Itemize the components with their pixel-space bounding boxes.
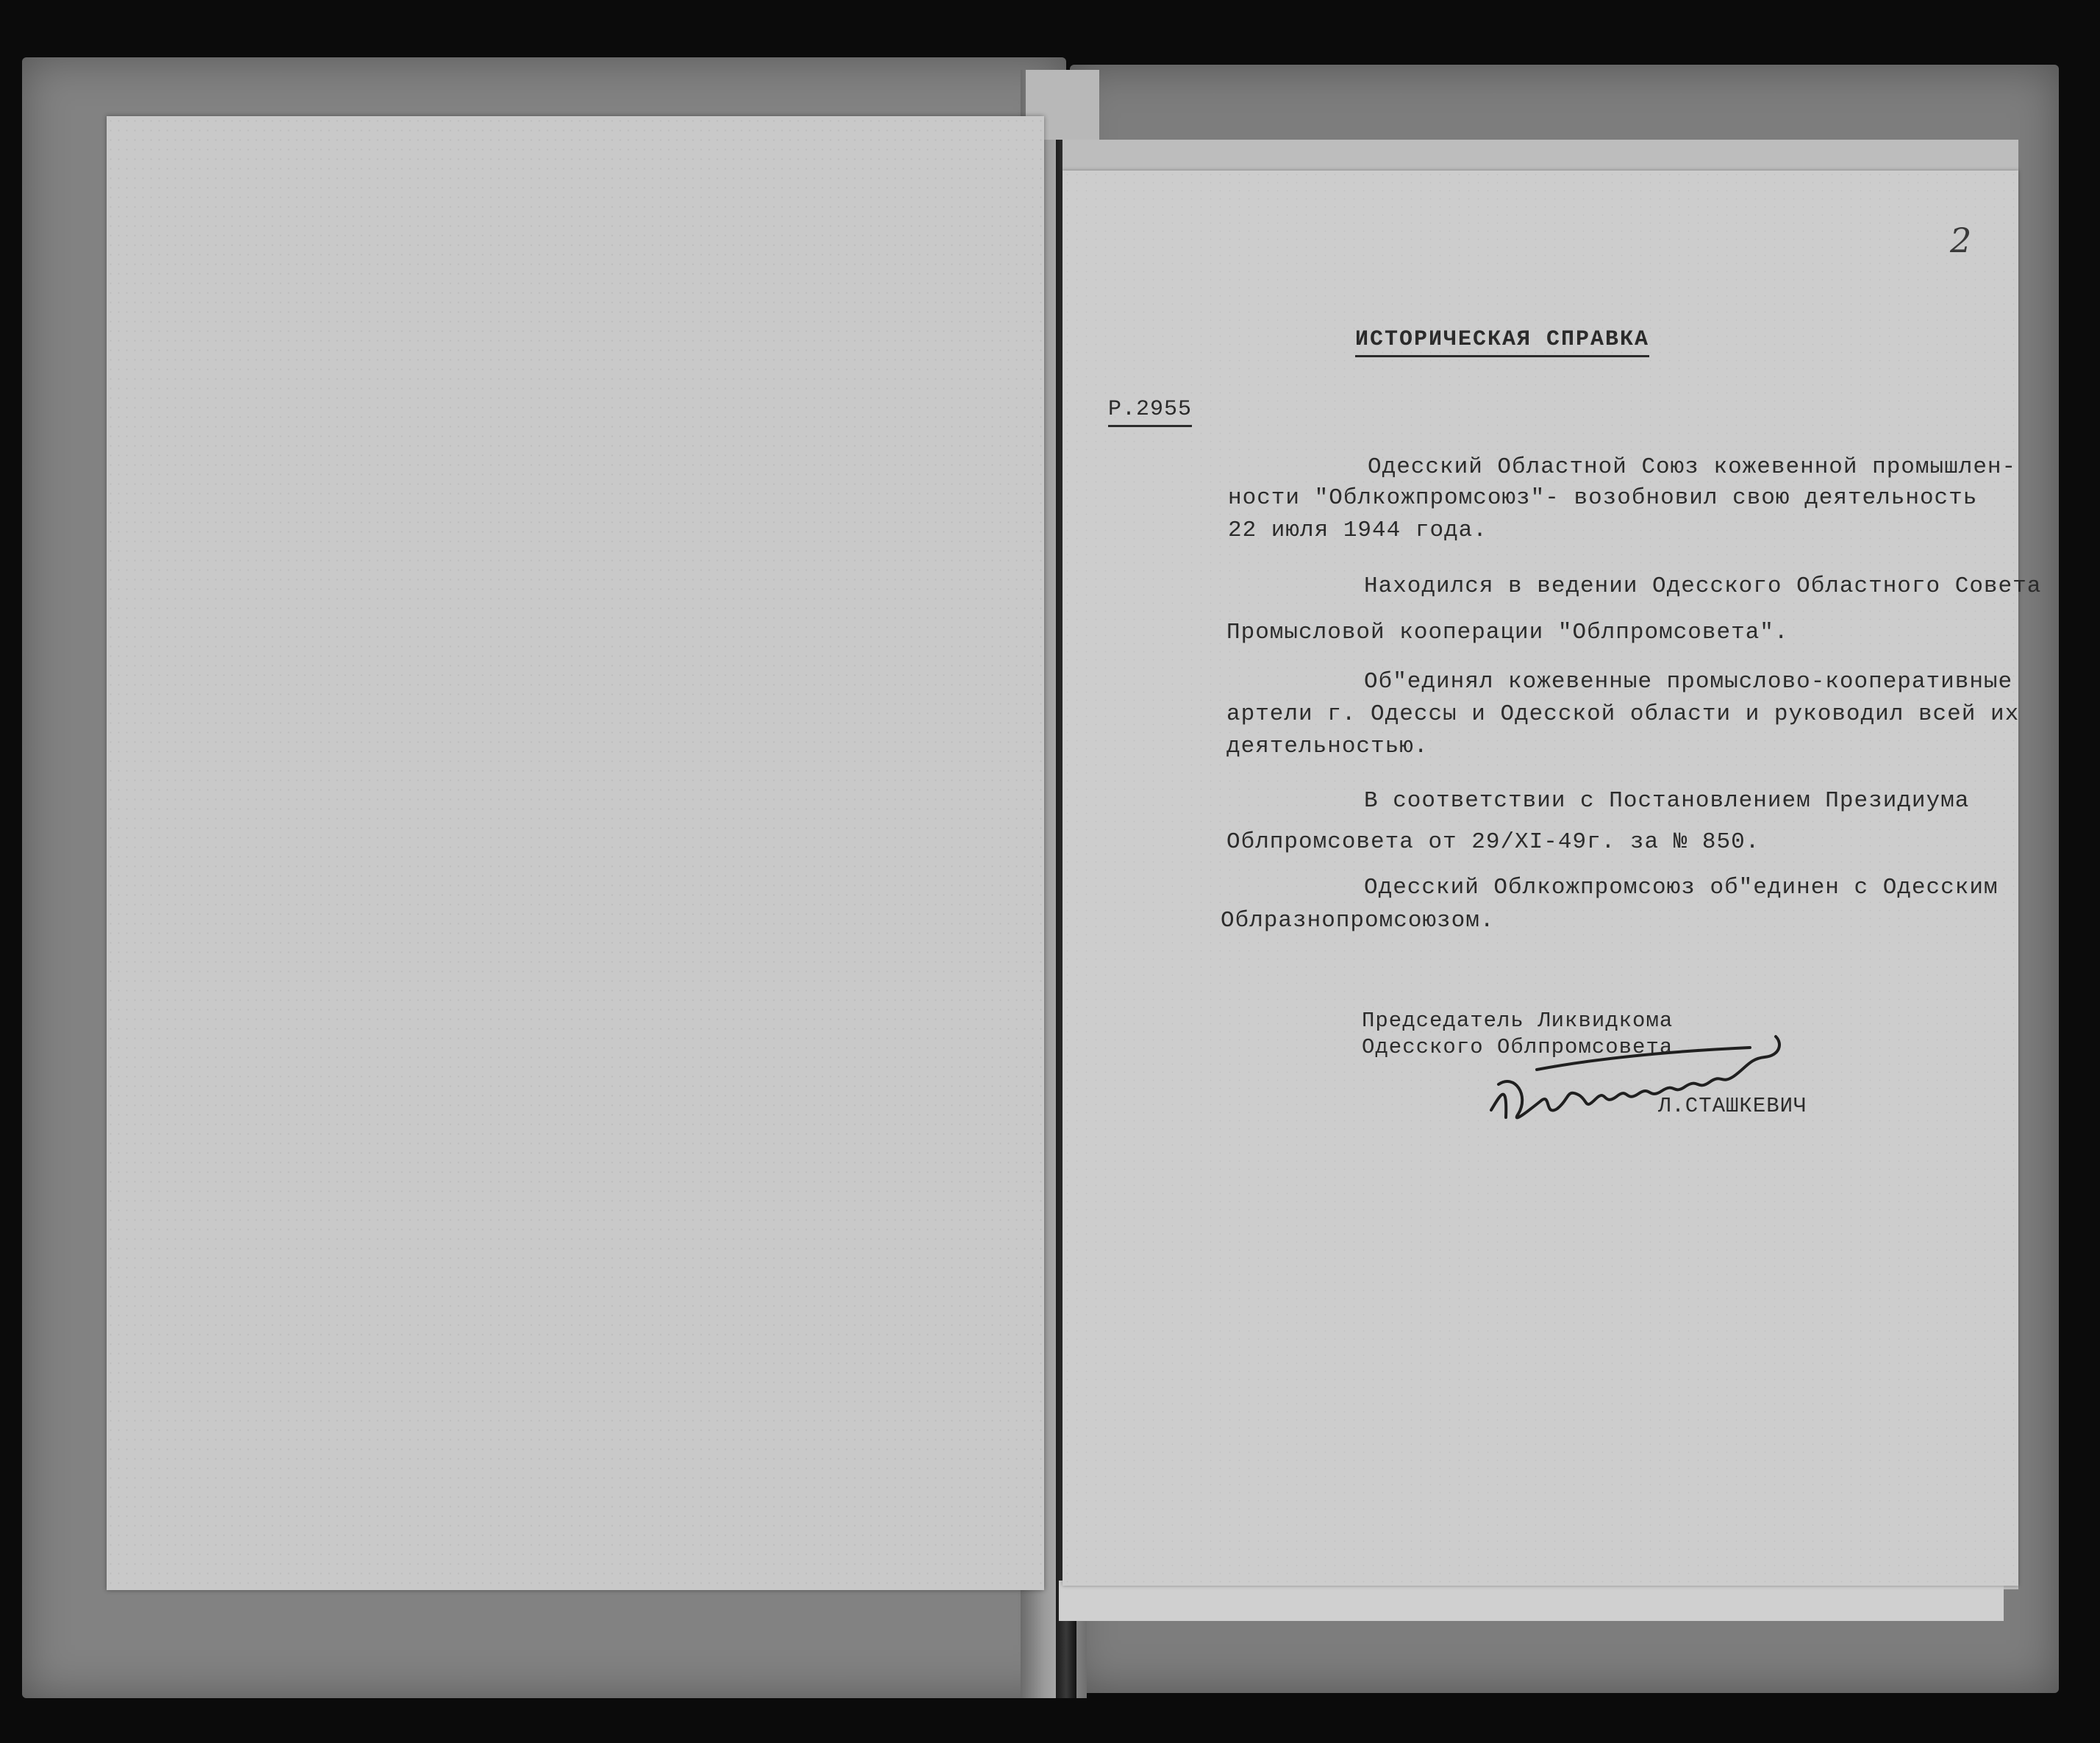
body-line: Одесский Областной Союз кожевенной промышлен- bbox=[1368, 454, 2017, 480]
fond-number: Р.2955 bbox=[1108, 397, 1192, 427]
signatory-position-line1: Председатель Ликвидкома bbox=[1362, 1009, 1674, 1033]
body-line: В соответствии с Постановлением Президиума bbox=[1364, 788, 1970, 814]
signatory-name: Л.СТАШКЕВИЧ bbox=[1658, 1094, 1807, 1118]
body-line: деятельностью. bbox=[1226, 734, 1429, 759]
body-line: Облразнопромсоюзом. bbox=[1221, 908, 1495, 934]
body-line: артели г. Одессы и Одесской области и руководил всей их bbox=[1226, 701, 2020, 727]
body-line: ности "Облкожпромсоюз"- возобновил свою деятельность bbox=[1228, 485, 1978, 511]
body-line: Промысловой кооперации "Облпромсовета". bbox=[1226, 620, 1789, 645]
body-line: Находился в ведении Одесского Областного Совета bbox=[1364, 573, 2042, 599]
handwritten-page-number: 2 bbox=[1950, 221, 1972, 260]
blank-left-page bbox=[107, 116, 1044, 1590]
body-line: Об"единял кожевенные промыслово-кооперативные bbox=[1364, 669, 2013, 695]
body-line: Одесский Облкожпромсоюз об"единен с Одесским bbox=[1364, 875, 1999, 901]
document-title: ИСТОРИЧЕСКАЯ СПРАВКА bbox=[1355, 327, 1649, 357]
handwritten-signature bbox=[1485, 1014, 1809, 1132]
underlying-sheet-edge bbox=[1059, 1581, 2004, 1621]
body-line: 22 июля 1944 года. bbox=[1228, 518, 1488, 543]
signatory-position-line2: Одесского Облпромсовета bbox=[1362, 1035, 1674, 1059]
body-line: Облпромсовета от 29/XI-49г. за № 850. bbox=[1226, 829, 1760, 855]
